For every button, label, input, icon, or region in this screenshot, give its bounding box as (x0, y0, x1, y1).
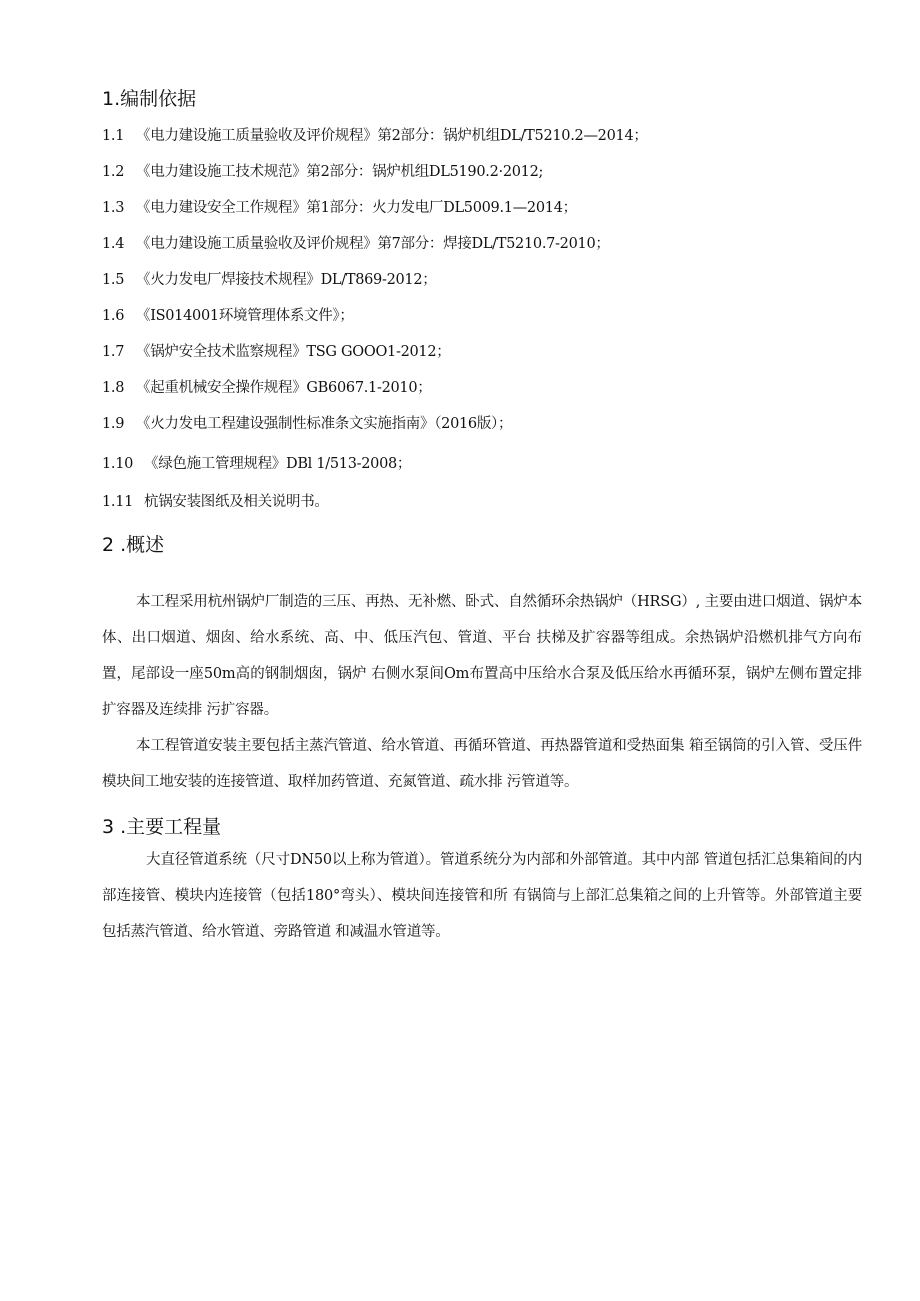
reference-number: 1.2 (102, 164, 125, 180)
reference-text: 《火力发电厂焊接技术规程》DL/T869-2012； (136, 272, 437, 288)
overview-paragraph: 本工程采用杭州锅炉厂制造的三压、再热、无补燃、卧式、自然循环余热锅炉（HRSG）, 主要由进口烟道、锅炉本体、出口烟道、烟囱、给水系统、高、中、低压汽包、管道、平台 扶梯及扩容器等组成。余热锅炉沿燃机排气方向布置，尾部设一座50m高的钢制烟囱，锅炉 右侧水泵间Om布置高中压给水合泵及低压给水再循环泵，锅炉左侧布置定排扩容器及连续排 污扩容器。 (102, 594, 862, 718)
reference-text: 《绿色施工管理规程》DBl 1/513-2008； (144, 456, 412, 472)
reference-text: 《电力建设施工技术规范》第2部分：锅炉机组DL5190.2·2012; (136, 164, 544, 180)
reference-number: 1.10 (102, 456, 134, 472)
reference-item (102, 160, 543, 181)
quantities-paragraph: 大直径管道系统（尺寸DN50以上称为管道）。管道系统分为内部和外部管道。其中内部 管道包括汇总集箱间的内部连接管、模块内连接管（包括180°弯头）、模块间连接管和所 有锅筒与上部汇总集箱之间的上升管等。外部管道主要包括蒸汽管道、给水管道、旁路管道 和减温水管道等。 (102, 852, 862, 940)
reference-number: 1.3 (102, 200, 125, 216)
reference-text: 《电力建设安全工作规程》第1部分：火力发电厂DL5009.1—2014； (136, 200, 577, 216)
reference-text: 《电力建设施工质量验收及评价规程》第7部分：焊接DL/T5210.7-2010； (136, 236, 610, 252)
reference-text: 《起重机械安全操作规程》GB6067.1-2010； (136, 380, 432, 396)
reference-item (102, 232, 610, 253)
reference-item (102, 304, 354, 325)
reference-number: 1.5 (102, 272, 125, 288)
reference-number: 1.6 (102, 308, 125, 324)
overview-paragraph: 本工程管道安装主要包括主蒸汽管道、给水管道、再循环管道、再热器管道和受热面集 箱至锅筒的引入管、受压件模块间工地安装的连接管道、取样加药管道、充氮管道、疏水排 污管道等。 (102, 738, 862, 790)
reference-item (102, 196, 577, 217)
reference-text: 《锅炉安全技术监察规程》TSG GOOO1-2012； (136, 344, 451, 360)
section-heading-overview: 2 .概述 (102, 534, 165, 556)
reference-item (102, 376, 431, 397)
reference-number: 1.9 (102, 416, 125, 432)
reference-text: 《IS014001环境管理体系文件》； (136, 308, 354, 324)
reference-number: 1.1 (102, 128, 125, 144)
reference-text: 《火力发电工程建设强制性标准条文实施指南》（2016版）； (136, 416, 513, 432)
reference-item (102, 340, 450, 361)
section-heading-quantities: 3 .主要工程量 (102, 816, 222, 838)
section-heading-basis: 1.编制依据 (102, 88, 197, 110)
reference-number: 1.11 (102, 494, 134, 510)
reference-number: 1.8 (102, 380, 125, 396)
reference-item (102, 268, 437, 289)
reference-text: 杭锅安装图纸及相关说明书。 (144, 494, 329, 510)
reference-item (102, 124, 648, 145)
reference-number: 1.7 (102, 344, 125, 360)
reference-text: 《电力建设施工质量验收及评价规程》第2部分：锅炉机组DL/T5210.2—2014； (136, 128, 648, 144)
reference-item (102, 490, 329, 511)
reference-item (102, 412, 512, 433)
reference-number: 1.4 (102, 236, 125, 252)
reference-item (102, 452, 411, 473)
